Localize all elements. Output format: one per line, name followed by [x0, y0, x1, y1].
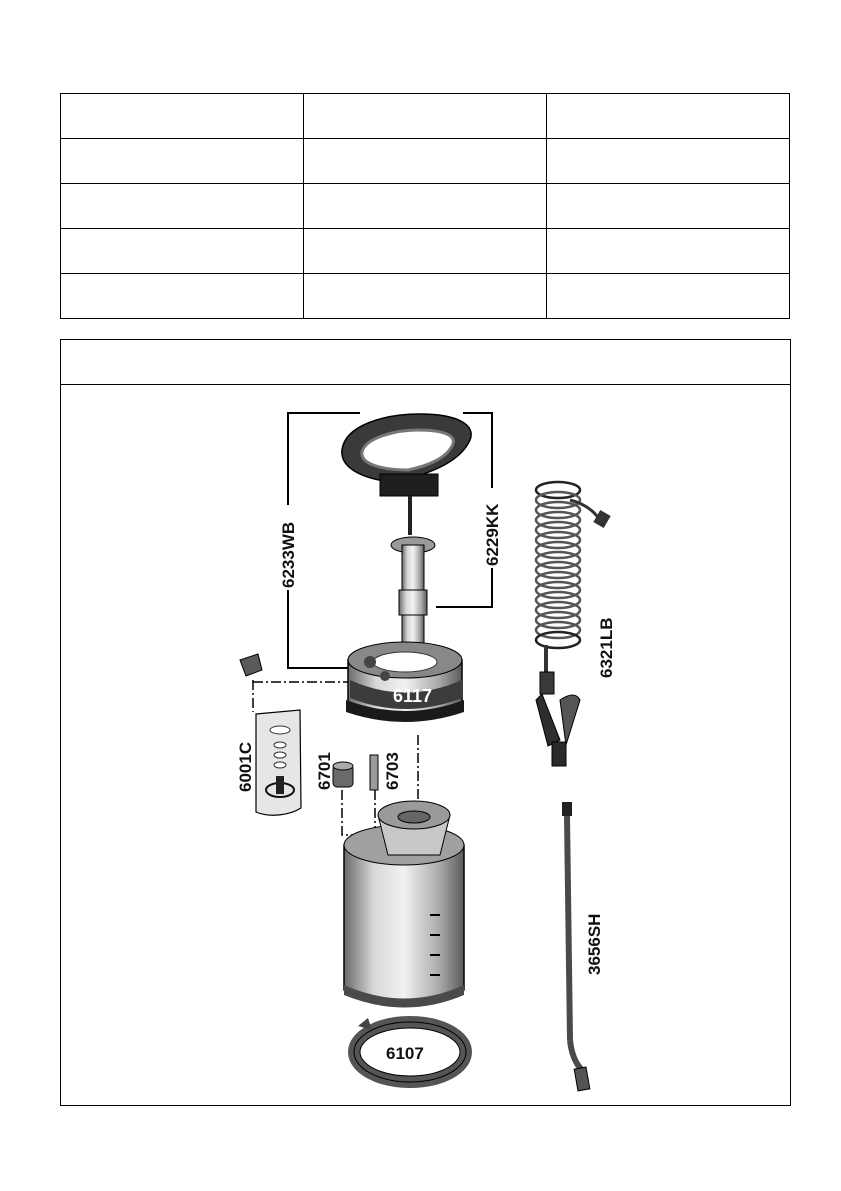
label-6233wb: 6233WB: [279, 521, 298, 588]
label-6001c: 6001C: [236, 741, 255, 792]
pressure-valve-part: [333, 762, 353, 787]
label-6321lb: 6321LB: [597, 617, 616, 678]
label-6107: 6107: [386, 1044, 424, 1063]
label-3656sh: 3656SH: [585, 913, 604, 975]
cap-part: [240, 654, 262, 676]
label-6701: 6701: [315, 752, 334, 790]
tank-part: [344, 801, 464, 1008]
valve-kit-bag: [256, 710, 301, 815]
handle-part: [342, 414, 471, 535]
label-6117: 6117: [393, 686, 433, 706]
pump-base-part: [346, 642, 464, 722]
relief-valve-part: [370, 755, 378, 790]
label-6229kk: 6229KK: [483, 503, 502, 566]
label-6703: 6703: [383, 752, 402, 790]
